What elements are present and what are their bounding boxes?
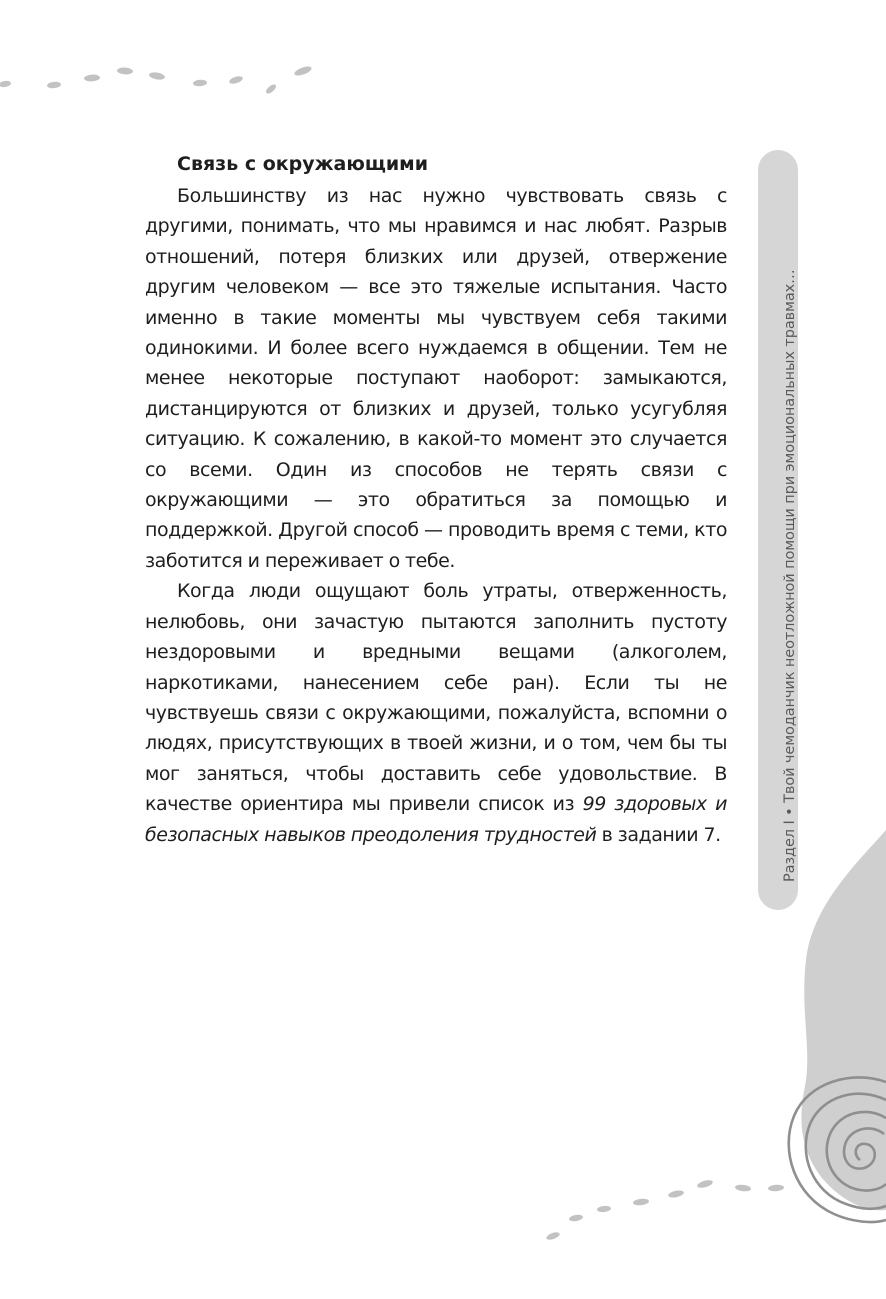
running-head: Раздел I • Твой чемоданчик неотложной помощи при эмоциональных травмах…	[782, 269, 798, 882]
section-heading: Связь с окружающими	[177, 153, 429, 175]
paragraph-2-emphasis: 99 здоровых и безопасных навыков преодоления трудностей	[145, 793, 727, 846]
paragraph-2-text-before: Когда люди ощущают боль утраты, отверженность, нелюбовь, они зачастую пытаются заполнить пустоту нездоровыми и вредными вещами (алкоголем, наркотиками, нанесением себе ран). Если ты не чувствуешь связи с окружающими, пожалуйста, вспомни о людях, присутствующих в твоей жизни, и о том, чем бы ты мог заняться, чтобы доставить себе удовольствие. В качестве ориентира мы привели список из	[145, 580, 727, 816]
paragraph-1: Большинству из нас нужно чувствовать связь с другими, понимать, что мы нравимся и нас любят. Разрыв отношений, потеря близких или друзей, отвержение другим человеком — все это тяжелые испытания. Часто именно в такие моменты мы чувствуем себя такими одинокими. И более всего нуждаемся в общении. Тем не менее некоторые поступают наоборот: замыкаются, дистанцируются от близких и друзей, только усугубляя ситуацию. К сожалению, в какой-то момент это случается со всеми. Один из способов не терять связи с окружающими — это обратиться за помощью и поддержкой. Другой способ — проводить время с теми, кто заботится и переживает о тебе.	[145, 185, 727, 572]
paragraph-2	[145, 576, 727, 850]
section-content	[145, 150, 727, 850]
dash-ornament-top	[0, 65, 313, 96]
dash-ornament-bottom	[545, 1179, 784, 1241]
paragraph-2-text-after: в задании 7.	[596, 823, 721, 846]
